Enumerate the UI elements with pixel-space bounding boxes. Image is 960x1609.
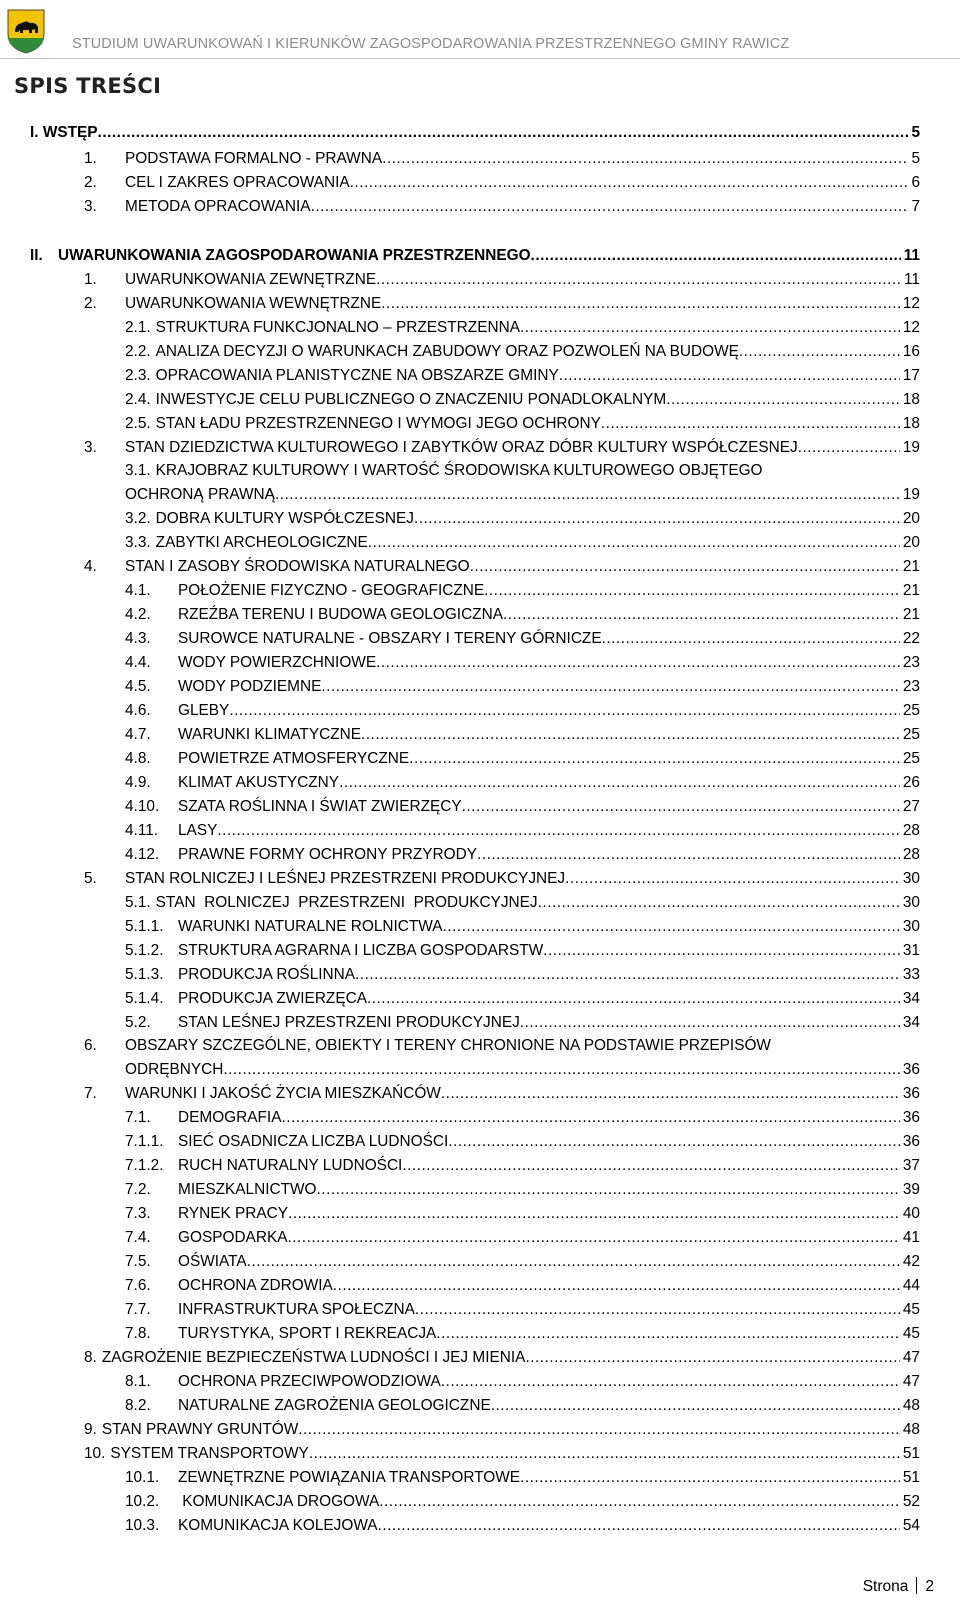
toc-entry[interactable] (84, 868, 920, 890)
toc-dot-leader (368, 532, 900, 554)
toc-page-number: 16 (902, 343, 920, 360)
toc-dot-leader (448, 1131, 900, 1153)
toc-entry-label: INFRASTRUKTURA SPOŁECZNA (178, 1301, 415, 1318)
toc-entry-label: UWARUNKOWANIA WEWNĘTRZNE (125, 295, 382, 312)
toc-dot-leader (739, 341, 900, 363)
toc-entry[interactable] (84, 1443, 920, 1465)
toc-dot-leader (520, 1012, 900, 1034)
toc-page-number: 20 (902, 510, 920, 527)
toc-entry-number: 2.4. (125, 391, 151, 408)
toc-entry[interactable] (125, 676, 920, 698)
toc-dot-leader (666, 389, 900, 411)
toc-dot-leader (441, 1371, 900, 1393)
toc-dot-leader (798, 437, 900, 459)
toc-entry-number: II. (30, 247, 43, 264)
toc-entry[interactable] (125, 1059, 920, 1081)
toc-entry-label: KOMUNIKACJA KOLEJOWA (178, 1517, 378, 1534)
toc-entry-label: PRODUKCJA ROŚLINNA (178, 966, 356, 983)
toc-entry[interactable] (125, 532, 920, 554)
toc-page-number: 12 (902, 319, 920, 336)
toc-page-number: 36 (902, 1085, 920, 1102)
toc-dot-leader (443, 916, 900, 938)
toc-dot-leader (441, 1083, 900, 1105)
toc-dot-leader (470, 556, 900, 578)
toc-page-number: 21 (902, 606, 920, 623)
toc-entry-label: STAN DZIEDZICTWA KULTUROWEGO I ZABYTKÓW ORAZ DÓBR KULTURY WSPÓŁCZESNEJ (125, 439, 798, 456)
toc-page-number: 48 (902, 1397, 920, 1414)
toc-entry-number: 7.1.2. (125, 1157, 164, 1174)
toc-entry-label: OŚWIATA (178, 1253, 247, 1270)
toc-entry-label: WARUNKI NATURALNE ROLNICTWA (178, 918, 443, 935)
toc-page-number: 26 (902, 774, 920, 791)
toc-entry[interactable] (125, 1299, 920, 1321)
toc-entry-number: 7.7. (125, 1301, 151, 1318)
toc-entry-label: DEMOGRAFIA (178, 1109, 282, 1126)
toc-entry-label: WODY POWIERZCHNIOWE (178, 654, 377, 671)
toc-dot-leader (223, 1059, 900, 1081)
toc-entry-number: 10. (84, 1445, 106, 1462)
toc-page-number: 31 (902, 942, 920, 959)
toc-entry-number: 5.1. (125, 894, 151, 911)
toc-dot-leader (275, 484, 900, 506)
toc-entry[interactable] (125, 964, 920, 986)
toc-entry-number: 8. (84, 1349, 97, 1366)
toc-entry[interactable] (84, 1419, 920, 1441)
toc-entry[interactable] (84, 1083, 920, 1105)
toc-page-number: 47 (902, 1349, 920, 1366)
toc-dot-leader (281, 1107, 899, 1129)
toc-entry-number: 3.2. (125, 510, 151, 527)
toc-page-number: 18 (902, 391, 920, 408)
toc-dot-leader (376, 652, 900, 674)
toc-entry-label: KLIMAT AKUSTYCZNY (178, 774, 340, 791)
toc-page-number: 36 (902, 1061, 920, 1078)
toc-entry-label: UWARUNKOWANIA ZAGOSPODAROWANIA PRZESTRZENNEGO (58, 247, 531, 264)
toc-entry-number: 7.6. (125, 1277, 151, 1294)
toc-entry-label: LASY (178, 822, 218, 839)
toc-dot-leader (321, 676, 900, 698)
toc-entry-number: 3. (84, 198, 97, 215)
toc-entry-label: RUCH NATURALNY LUDNOŚCI (178, 1157, 403, 1174)
toc-dot-leader (402, 1155, 900, 1177)
toc-entry-number: 4.11. (125, 822, 159, 839)
toc-page-number: 17 (902, 367, 920, 384)
toc-entry[interactable] (125, 700, 920, 722)
toc-entry-label: STRUKTURA FUNKCJONALNO – PRZESTRZENNA (155, 319, 520, 336)
toc-entry-number: 8.2. (125, 1397, 151, 1414)
toc-page-number: 45 (902, 1325, 920, 1342)
toc-entry[interactable] (125, 1371, 920, 1393)
toc-entry-label: RZEŹBA TERENU I BUDOWA GEOLOGICZNA (178, 606, 503, 623)
toc-dot-leader (298, 1419, 900, 1441)
toc-page-number: 7 (911, 198, 920, 215)
toc-entry-number: 7.5. (125, 1253, 151, 1270)
toc-entry-number: 2.5. (125, 415, 151, 432)
toc-dot-leader (531, 245, 901, 267)
toc-entry-number: 7.2. (125, 1181, 151, 1198)
toc-dot-leader (382, 148, 908, 170)
toc-entry-label: STAN ŁADU PRZESTRZENNEGO I WYMOGI JEGO OCHRONY (155, 415, 601, 432)
toc-entry-number: 4.8. (125, 750, 151, 767)
toc-entry-label: WARUNKI KLIMATYCZNE (178, 726, 361, 743)
toc-entry-label: METODA OPRACOWANIA (125, 198, 311, 215)
toc-entry[interactable] (84, 148, 920, 170)
toc-dot-leader (484, 580, 900, 602)
toc-entry-number: 7.8. (125, 1325, 151, 1342)
toc-entry-label: OBSZARY SZCZEGÓLNE, OBIEKTY I TERENY CHRONIONE NA PODSTAWIE PRZEPISÓW (125, 1037, 771, 1054)
coat-of-arms-logo (6, 8, 46, 54)
toc-entry-label: NATURALNE ZAGROŻENIA GEOLOGICZNE (178, 1397, 491, 1414)
toc-entry-label: POWIETRZE ATMOSFERYCZNE (178, 750, 410, 767)
toc-entry[interactable] (125, 1179, 920, 1201)
toc-page-number: 23 (902, 654, 920, 671)
toc-entry-label: DOBRA KULTURY WSPÓŁCZESNEJ (155, 510, 414, 527)
toc-entry[interactable] (84, 269, 920, 291)
toc-entry-number: 2.1. (125, 319, 151, 336)
toc-page-number: 22 (902, 630, 920, 647)
toc-entry[interactable] (84, 293, 920, 315)
toc-entry[interactable] (125, 844, 920, 866)
toc-entry[interactable] (84, 437, 920, 459)
document-header: STUDIUM UWARUNKOWAŃ I KIERUNKÓW ZAGOSPODAROWANIA PRZESTRZENNEGO GMINY RAWICZ (72, 36, 790, 52)
toc-dot-leader (559, 365, 900, 387)
toc-page-number: 18 (902, 415, 920, 432)
toc-entry[interactable] (125, 1395, 920, 1417)
toc-page-number: 25 (902, 726, 920, 743)
toc-entry-number: 10.2. (125, 1493, 160, 1510)
footer-separator (916, 1577, 917, 1594)
toc-entry-number: 4.12. (125, 846, 160, 863)
toc-page-number: 11 (903, 247, 920, 264)
page-footer (863, 1577, 934, 1596)
toc-page-number: 39 (902, 1181, 920, 1198)
toc-entry-label: STRUKTURA AGRARNA I LICZBA GOSPODARSTW (178, 942, 544, 959)
toc-entry-label: CEL I ZAKRES OPRACOWANIA (125, 174, 350, 191)
toc-entry[interactable] (125, 1323, 920, 1345)
toc-entry[interactable] (125, 628, 920, 650)
toc-entry-number: 2. (84, 174, 97, 191)
toc-page-number: 36 (902, 1133, 920, 1150)
toc-dot-leader (98, 122, 909, 144)
toc-page-number: 12 (902, 295, 920, 312)
toc-page-number: 51 (902, 1469, 920, 1486)
toc-entry-number: 4.9. (125, 774, 151, 791)
toc-page-number: 21 (902, 582, 920, 599)
toc-entry-number: 2.3. (125, 367, 151, 384)
toc-dot-leader (503, 604, 900, 626)
toc-entry-label: OCHRONA ZDROWIA (178, 1277, 333, 1294)
toc-dot-leader (247, 1251, 900, 1273)
toc-entry-number: 3.3. (125, 534, 151, 551)
toc-dot-leader (462, 796, 900, 818)
toc-entry-number: 3. (84, 439, 97, 456)
toc-entry-label: SYSTEM TRANSPORTOWY (110, 1445, 309, 1462)
toc-entry[interactable] (125, 1131, 920, 1153)
toc-entry-number: 9. (84, 1421, 97, 1438)
toc-entry-label: STAN PRAWNY GRUNTÓW (101, 1421, 299, 1438)
toc-page-number: 19 (902, 486, 920, 503)
toc-entry-number: 10.1. (125, 1469, 160, 1486)
toc-dot-leader (409, 748, 900, 770)
toc-page-number: 25 (902, 702, 920, 719)
toc-entry[interactable] (125, 892, 920, 914)
toc-entry-label: ODRĘBNYCH (125, 1061, 224, 1078)
toc-entry[interactable] (125, 1467, 920, 1489)
toc-dot-leader (381, 293, 900, 315)
toc-page-number: 5 (911, 124, 920, 141)
toc-page-number: 41 (902, 1229, 920, 1246)
toc-page-number: 44 (902, 1277, 920, 1294)
toc-dot-leader (379, 1491, 900, 1513)
toc-page-number: 34 (902, 990, 920, 1007)
toc-entry-label: PODSTAWA FORMALNO - PRAWNA (125, 150, 383, 167)
toc-dot-leader (520, 317, 900, 339)
toc-page-number: 37 (902, 1157, 920, 1174)
toc-dot-leader (309, 1443, 900, 1465)
toc-entry-label: MIESZKALNICTWO (178, 1181, 317, 1198)
toc-entry-number: 4.7. (125, 726, 151, 743)
toc-entry-label: OCHRONĄ PRAWNĄ (125, 486, 275, 503)
toc-entry-number: 4.6. (125, 702, 151, 719)
footer-label: Strona (862, 1578, 909, 1595)
toc-entry-label: WARUNKI I JAKOŚĆ ŻYCIA MIESZKAŃCÓW (125, 1085, 441, 1102)
toc-entry-label: ZEWNĘTRZNE POWIĄZANIA TRANSPORTOWE (178, 1469, 521, 1486)
toc-page-number: 48 (902, 1421, 920, 1438)
toc-dot-leader (350, 172, 909, 194)
toc-entry-label: ANALIZA DECYZJI O WARUNKACH ZABUDOWY ORAZ POZWOLEŃ NA BUDOWĘ (155, 343, 739, 360)
toc-entry-number: 2. (84, 295, 97, 312)
toc-entry-number: 2.2. (125, 343, 151, 360)
toc-dot-leader (415, 1299, 900, 1321)
toc-dot-leader (217, 820, 900, 842)
toc-entry-label: STAN ROLNICZEJ I LEŚNEJ PRZESTRZENI PRODUKCYJNEJ (125, 870, 566, 887)
toc-entry-label: KOMUNIKACJA DROGOWA (178, 1493, 380, 1510)
toc-entry-number: 4.2. (125, 606, 151, 623)
footer-page-number: 2 (925, 1578, 934, 1595)
toc-page-number: 28 (902, 846, 920, 863)
toc-entry-label: UWARUNKOWANIA ZEWNĘTRZNE (125, 271, 377, 288)
toc-entry[interactable] (30, 245, 920, 267)
toc-entry[interactable] (125, 317, 920, 339)
toc-entry[interactable] (125, 940, 920, 962)
toc-dot-leader (229, 700, 900, 722)
toc-page-number: 27 (902, 798, 920, 815)
toc-page-number: 6 (911, 174, 920, 191)
toc-dot-leader (565, 868, 900, 890)
toc-entry-label: POŁOŻENIE FIZYCZNO - GEOGRAFICZNE (178, 582, 485, 599)
toc-entry[interactable] (84, 172, 920, 194)
toc-page-number: 30 (902, 894, 920, 911)
toc-entry-label: INWESTYCJE CELU PUBLICZNEGO O ZNACZENIU PONADLOKALNYM (155, 391, 667, 408)
header-divider (0, 58, 960, 59)
toc-entry[interactable] (125, 1251, 920, 1273)
toc-page-number: 47 (902, 1373, 920, 1390)
toc-dot-leader (333, 1275, 900, 1297)
toc-dot-leader (525, 1347, 899, 1369)
toc-entry-label: STAN I ZASOBY ŚRODOWISKA NATURALNEGO (125, 558, 470, 575)
toc-page-number: 40 (902, 1205, 920, 1222)
toc-entry[interactable] (84, 196, 920, 218)
toc-entry[interactable] (125, 1155, 920, 1177)
toc-entry[interactable] (125, 772, 920, 794)
toc-page-number: 34 (902, 1014, 920, 1031)
toc-entry-number: 10.3. (125, 1517, 160, 1534)
toc-entry[interactable] (125, 820, 920, 842)
toc-page-number: 45 (902, 1301, 920, 1318)
toc-entry-label: GOSPODARKA (178, 1229, 288, 1246)
toc-entry-number: 4.4. (125, 654, 151, 671)
toc-entry[interactable] (125, 1515, 920, 1537)
toc-page-number: 54 (902, 1517, 920, 1534)
toc-entry-label: PRODUKCJA ZWIERZĘCA (178, 990, 367, 1007)
toc-entry[interactable] (30, 122, 920, 144)
toc-entry-label: SIEĆ OSADNICZA LICZBA LUDNOŚCI (178, 1133, 449, 1150)
toc-page-number: 11 (904, 271, 920, 288)
toc-entry-number: 7.1. (125, 1109, 151, 1126)
toc-page-number: 20 (902, 534, 920, 551)
toc-entry-number: 4.10. (125, 798, 160, 815)
page-title: SPIS TREŚCI (14, 74, 162, 98)
toc-entry-label: GLEBY (178, 702, 230, 719)
toc-page-number: 23 (902, 678, 920, 695)
toc-entry-number: 1. (84, 271, 97, 288)
toc-entry[interactable] (125, 1012, 920, 1034)
toc-entry-number: 3.1. (125, 462, 151, 479)
toc-dot-leader (543, 940, 900, 962)
toc-dot-leader (361, 724, 900, 746)
toc-entry-label: SUROWCE NATURALNE - OBSZARY I TERENY GÓRNICZE (178, 630, 602, 647)
toc-page-number: 21 (902, 558, 920, 575)
toc-entry-number: 5.1.2. (125, 942, 164, 959)
toc-entry-number: 4. (84, 558, 97, 575)
toc-entry[interactable] (125, 1491, 920, 1513)
toc-entry[interactable] (84, 1347, 920, 1369)
toc-entry-label: OPRACOWANIA PLANISTYCZNE NA OBSZARZE GMINY (155, 367, 559, 384)
toc-entry-number: I. WSTĘP (30, 124, 98, 141)
toc-entry[interactable] (125, 748, 920, 770)
toc-dot-leader (477, 844, 900, 866)
toc-entry-number: 4.5. (125, 678, 151, 695)
toc-entry[interactable] (125, 365, 920, 387)
toc-entry[interactable] (125, 580, 920, 602)
toc-entry-label: ZAGROŻENIE BEZPIECZEŃSTWA LUDNOŚCI I JEJ MIENIA (101, 1349, 526, 1366)
toc-dot-leader (317, 1179, 900, 1201)
toc-entry-label: WODY PODZIEMNE (178, 678, 322, 695)
toc-dot-leader (538, 892, 900, 914)
toc-page-number: 19 (902, 439, 920, 456)
toc-page-number: 42 (902, 1253, 920, 1270)
toc-entry-label: PRAWNE FORMY OCHRONY PRZYRODY (178, 846, 478, 863)
toc-entry-number: 5.1.1. (125, 918, 164, 935)
toc-page-number: 28 (902, 822, 920, 839)
toc-page-number: 52 (902, 1493, 920, 1510)
toc-entry[interactable] (84, 1035, 771, 1057)
toc-entry-label: STAN LEŚNEJ PRZESTRZENI PRODUKCYJNEJ (178, 1014, 520, 1031)
toc-dot-leader (491, 1395, 900, 1417)
toc-page-number: 36 (902, 1109, 920, 1126)
toc-dot-leader (339, 772, 900, 794)
toc-page-number: 33 (902, 966, 920, 983)
toc-entry-label: SZATA ROŚLINNA I ŚWIAT ZWIERZĘCY (178, 798, 462, 815)
toc-entry-number: 7.4. (125, 1229, 151, 1246)
toc-entry[interactable] (125, 1275, 920, 1297)
toc-entry[interactable] (125, 389, 920, 411)
toc-entry[interactable] (125, 604, 920, 626)
toc-entry[interactable] (125, 988, 920, 1010)
toc-entry[interactable] (125, 916, 920, 938)
toc-dot-leader (376, 269, 901, 291)
toc-entry-number: 7.3. (125, 1205, 151, 1222)
toc-entry-label: KRAJOBRAZ KULTUROWY I WARTOŚĆ ŚRODOWISKA KULTUROWEGO OBJĘTEGO (155, 462, 763, 479)
toc-entry[interactable] (125, 796, 920, 818)
toc-dot-leader (602, 628, 900, 650)
toc-entry-label: TURYSTYKA, SPORT I REKREACJA (178, 1325, 437, 1342)
toc-entry[interactable] (125, 484, 920, 506)
toc-dot-leader (288, 1203, 900, 1225)
toc-dot-leader (436, 1323, 900, 1345)
toc-dot-leader (355, 964, 900, 986)
toc-page-number: 30 (902, 918, 920, 935)
toc-entry-number: 8.1. (125, 1373, 151, 1390)
toc-entry-number: 7. (84, 1085, 97, 1102)
toc-dot-leader (601, 413, 900, 435)
toc-dot-leader (520, 1467, 900, 1489)
toc-dot-leader (367, 988, 900, 1010)
toc-entry-number: 1. (84, 150, 97, 167)
toc-entry-label: OCHRONA PRZECIWPOWODZIOWA (178, 1373, 441, 1390)
toc-page-number: 30 (902, 870, 920, 887)
toc-entry-number: 6. (84, 1037, 97, 1054)
toc-entry-number: 4.3. (125, 630, 151, 647)
toc-page-number: 5 (911, 150, 920, 167)
toc-entry[interactable] (125, 508, 920, 530)
toc-entry[interactable] (125, 460, 763, 482)
toc-entry-number: 7.1.1. (125, 1133, 164, 1150)
toc-entry-label: RYNEK PRACY (178, 1205, 289, 1222)
toc-dot-leader (287, 1227, 899, 1249)
toc-entry[interactable] (125, 341, 920, 363)
toc-entry[interactable] (125, 1203, 920, 1225)
toc-page-number: 25 (902, 750, 920, 767)
toc-entry[interactable] (125, 413, 920, 435)
toc-entry-number: 5. (84, 870, 97, 887)
toc-dot-leader (378, 1515, 900, 1537)
toc-entry-number: 4.1. (125, 582, 151, 599)
toc-entry-label: STAN ROLNICZEJ PRZESTRZENI PRODUKCYJNEJ (155, 894, 538, 911)
toc-entry[interactable] (84, 556, 920, 578)
toc-entry-number: 5.1.4. (125, 990, 164, 1007)
toc-dot-leader (311, 196, 909, 218)
toc-entry[interactable] (125, 1107, 920, 1129)
toc-entry[interactable] (125, 724, 920, 746)
toc-entry-number: 5.1.3. (125, 966, 164, 983)
toc-page-number: 51 (902, 1445, 920, 1462)
toc-entry[interactable] (125, 1227, 920, 1249)
toc-entry-number: 5.2. (125, 1014, 151, 1031)
toc-entry-label: ZABYTKI ARCHEOLOGICZNE (155, 534, 368, 551)
toc-entry[interactable] (125, 652, 920, 674)
toc-dot-leader (414, 508, 900, 530)
